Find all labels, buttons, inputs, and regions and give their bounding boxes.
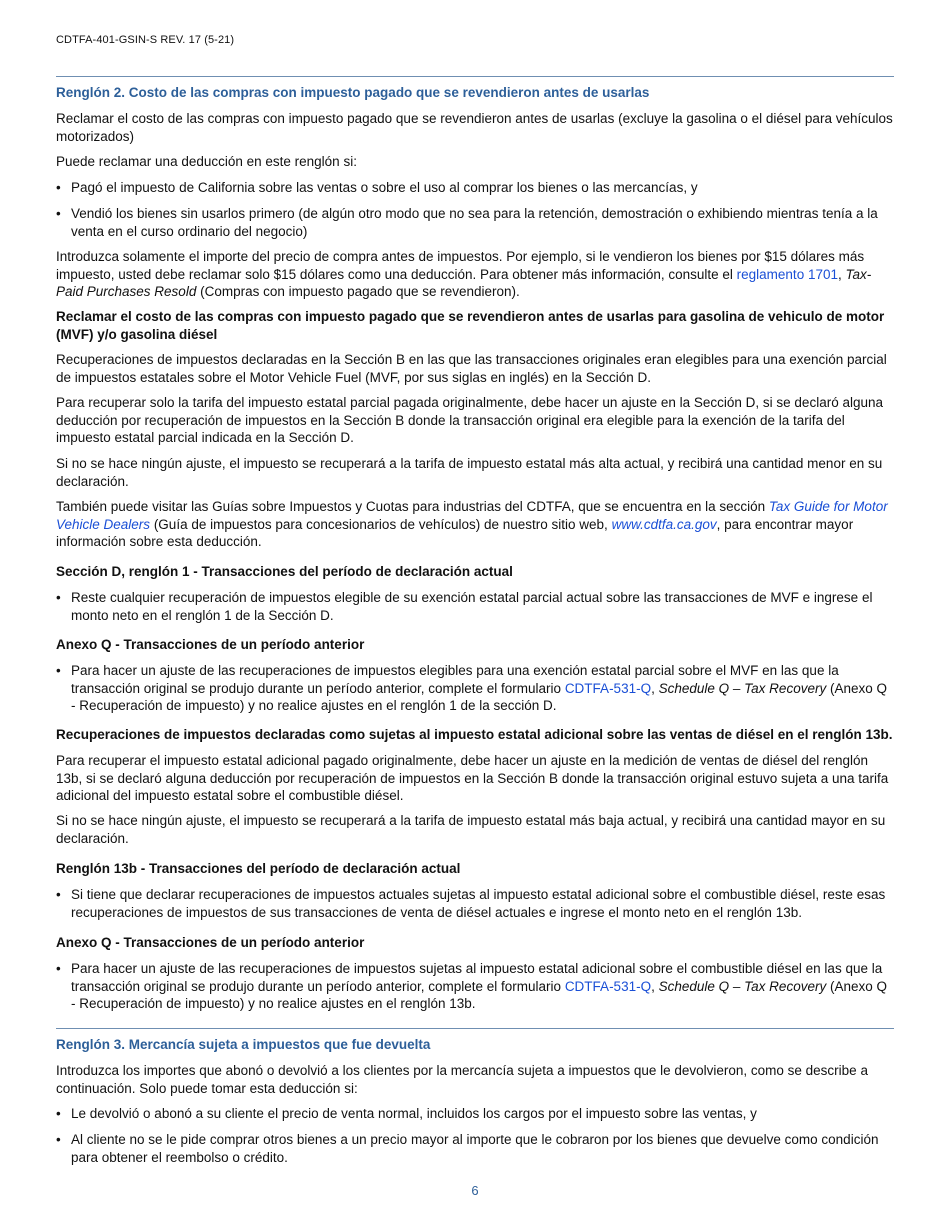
- section-divider: [56, 76, 894, 77]
- anexo-q-bullets-1: [56, 662, 894, 715]
- renglon-13b-heading: Renglón 13b - Transacciones del período de declaración actual: [56, 861, 461, 876]
- section3-bullets: [56, 1105, 894, 1123]
- section3-heading: Renglón 3. Mercancía sujeta a impuestos que fue devuelta: [56, 1037, 431, 1052]
- section2-bullets: [56, 205, 894, 240]
- anexo-q-bullets-2: [56, 960, 894, 1013]
- form-id: CDTFA-401-GSIN-S REV. 17 (5-21): [56, 34, 235, 46]
- guide-paragraph: [56, 498, 894, 551]
- mvf-heading: Reclamar el costo de las compras con impuesto pagado que se revendieron antes de usarlas para gasolina de vehiculo de motor (MVF) y/o gasolina diésel: [56, 309, 885, 342]
- list-item: • Reste cualquier recuperación de impuestos elegible de su exención estatal parcial actual sobre las transacciones de MVF e ingrese el monto neto en el renglón 1 de la Sección D.: [56, 589, 894, 624]
- can-claim-text: Puede reclamar una deducción en este renglón si:: [56, 154, 357, 169]
- diesel-heading: Recuperaciones de impuestos declaradas como sujetas al impuesto estatal adicional sobre las ventas de diésel en el renglón 13b.: [56, 727, 893, 742]
- form-link[interactable]: CDTFA-531-Q: [564, 680, 652, 696]
- purchase-price-text: Introduzca solamente el importe del precio de compra antes de impuestos. Por ejemplo, si le vendieron los bienes por $15 dólares más impuesto, usted debe reclamar solo $15 dólares como una deducción. Para obtener más información, consulte el: [56, 249, 865, 282]
- list-item: • Al cliente no se le pide comprar otros bienes a un precio mayor al importe que le cobraron por los bienes que devuelve como condición para obtener el reembolso o crédito.: [56, 1131, 894, 1166]
- section3-bullets: [56, 1131, 894, 1166]
- guide-text-c: , para encontrar mayor información sobre esta deducción.: [56, 516, 854, 549]
- regulation-translation: (Compras con impuesto pagado que se revendieron).: [200, 284, 520, 299]
- anexo-q-heading-2: Anexo Q - Transacciones de un período anterior: [56, 935, 365, 950]
- guide-text-b: (Guía de impuestos para concesionarios de vehículos) de nuestro sitio web,: [153, 516, 608, 532]
- website-link[interactable]: www.cdtfa.ca.gov: [611, 516, 717, 532]
- list-item: • Le devolvió o abonó a su cliente el precio de venta normal, incluidos los cargos por el impuesto sobre las ventas, y: [56, 1105, 894, 1123]
- section-d-heading: Sección D, renglón 1 - Transacciones del período de declaración actual: [56, 564, 513, 579]
- anexo-q2-text-a: Para hacer un ajuste de las recuperaciones de impuestos sujetas al impuesto estatal adicional sobre el combustible diésel en las que la transacción original se produjo durante un período anterior, complete el formulario: [71, 961, 883, 994]
- diesel-paragraph-2: Si no se hace ningún ajuste, el impuesto se recuperará a la tarifa de impuesto estatal más baja actual, y recibirá una cantidad mayor en su declaración.: [56, 813, 886, 846]
- section2-heading: Renglón 2. Costo de las compras con impuesto pagado que se revendieron antes de usarlas: [56, 85, 650, 100]
- list-item: • Para hacer un ajuste de las recuperaciones de impuestos sujetas al impuesto estatal adicional sobre el combustible diésel en las que la transacción original se produjo durante un período anterior, complete el formulario CDTFA-531-Q, Schedule Q – Tax Recovery (Anexo Q - Recuperación de impuesto) y no realice ajustes en el renglón 13b.: [56, 960, 894, 1013]
- section-d-bullets: [56, 589, 894, 624]
- list-item: • Pagó el impuesto de California sobre las ventas o sobre el uso al comprar los bienes o las mercancías, y: [56, 179, 894, 197]
- list-item: • Si tiene que declarar recuperaciones de impuestos actuales sujetas al impuesto estatal adicional sobre el combustible diésel, reste esas recuperaciones de impuestos de sus transacciones de venta de diésel actuales e ingrese el monto neto en el renglón 13b.: [56, 886, 894, 921]
- schedule-title: Schedule Q – Tax Recovery: [658, 680, 827, 696]
- anexo-q-text-a: Para hacer un ajuste de las recuperaciones de impuestos elegibles para una exención estatal parcial sobre el MVF en las que la transacción original se produjo durante un período anterior, complete el formulario: [71, 663, 839, 696]
- section2-intro: Reclamar el costo de las compras con impuesto pagado que se revendieron antes de usarlas (excluye la gasolina o el diésel para vehículos motorizados): [56, 111, 893, 144]
- mvf-paragraph-3: Si no se hace ningún ajuste, el impuesto se recuperará a la tarifa de impuesto estatal más alta actual, y recibirá una cantidad menor en su declaración.: [56, 456, 883, 489]
- tax-guide-link[interactable]: Tax Guide for Motor Vehicle Dealers: [56, 499, 888, 532]
- anexo-q2-text-b: (Anexo Q - Recuperación de impuesto) y no realice ajustes en el renglón 13b.: [71, 978, 887, 1011]
- form-link[interactable]: CDTFA-531-Q: [564, 978, 652, 994]
- anexo-q-heading-1: Anexo Q - Transacciones de un período anterior: [56, 637, 365, 652]
- mvf-paragraph-1: Recuperaciones de impuestos declaradas en la Sección B en las que las transacciones originales eran elegibles para una exención parcial de impuestos estatales sobre el Motor Vehicle Fuel (MVF, por sus siglas en inglés) en la Sección D.: [56, 352, 887, 385]
- renglon-13b-bullets: [56, 886, 894, 921]
- schedule-title: Schedule Q – Tax Recovery: [658, 978, 827, 994]
- regulation-title: Tax-Paid Purchases Resold: [56, 266, 872, 299]
- purchase-price-paragraph: Introduzca solamente el importe del precio de compra antes de impuestos. Por ejemplo, si le vendieron los bienes por $15 dólares más impuesto, usted debe reclamar solo $15 dólares como una deducción. Para obtener más información, consulte el reglamento 1701, Tax-Paid Purchases Resold (Compras con impuesto pagado que se revendieron).: [56, 249, 872, 299]
- section-divider: [56, 1028, 894, 1029]
- regulation-link[interactable]: reglamento 1701: [736, 266, 838, 282]
- guide-text-a: También puede visitar las Guías sobre Impuestos y Cuotas para industrias del CDTFA, que se encuentra en la sección: [56, 499, 766, 514]
- page-number: 6: [471, 1183, 479, 1198]
- section2-bullets: [56, 179, 894, 197]
- diesel-paragraph-1: Para recuperar el impuesto estatal adicional pagado originalmente, debe hacer un ajuste en la medición de ventas de diésel del renglón 13b, si se declaró alguna deducción por recuperación de impuestos en la Sección B donde la transacción original estuvo sujeta a una tarifa adicional del impuesto estatal sobre el combustible diésel.: [56, 753, 889, 803]
- mvf-paragraph-2: Para recuperar solo la tarifa del impuesto estatal parcial pagada originalmente, debe hacer un ajuste en la Sección D, si se declaró alguna deducción por recuperación de impuestos en la Sección B donde la transacción original era elegible para la exención de la tarifa del impuesto estatal parcial indicada en la Sección D.: [56, 395, 883, 445]
- section3-intro: Introduzca los importes que abonó o devolvió a los clientes por la mercancía sujeta a impuestos que le devolvieron, como se describe a continuación. Solo puede tomar esta deducción si:: [56, 1063, 868, 1096]
- list-item: • Para hacer un ajuste de las recuperaciones de impuestos elegibles para una exención estatal parcial sobre el MVF en las que la transacción original se produjo durante un período anterior, complete el formulario CDTFA-531-Q, Schedule Q – Tax Recovery (Anexo Q - Recuperación de impuesto) y no realice ajustes en el renglón 1 de la sección D.: [56, 662, 894, 715]
- list-item: • Vendió los bienes sin usarlos primero (de algún otro modo que no sea para la retención, demostración o exhibiendo mientras tenía a la venta en el curso ordinario del negocio): [56, 205, 894, 240]
- anexo-q-text-b: (Anexo Q - Recuperación de impuesto) y no realice ajustes en el renglón 1 de la sección D.: [71, 680, 887, 713]
